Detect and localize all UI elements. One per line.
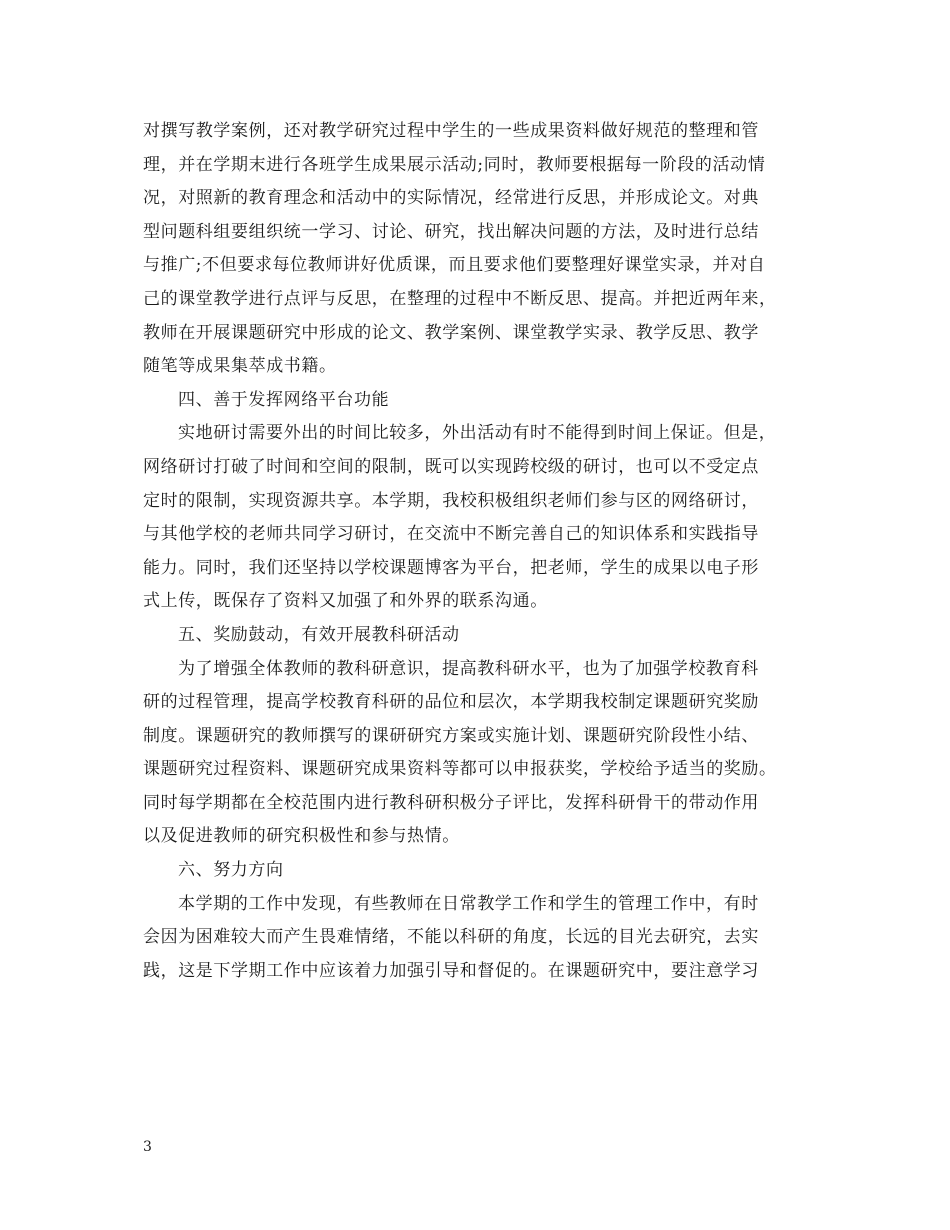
text-line: 以及促进教师的研究积极性和参与热情。 bbox=[143, 826, 460, 847]
document-body bbox=[143, 115, 808, 988]
text-line: 己的课堂教学进行点评与反思，在整理的过程中不断反思、提高。并把近两年来， bbox=[143, 288, 777, 309]
text-line: 随笔等成果集萃成书籍。 bbox=[143, 356, 337, 377]
text-line: 六、努力方向 bbox=[178, 860, 284, 881]
text-line: 为了增强全体教师的教科研意识，提高教科研水平，也为了加强学校教育科 bbox=[178, 658, 759, 679]
text-line: 四、善于发挥网络平台功能 bbox=[178, 389, 390, 410]
text-line: 理，并在学期末进行各班学生成果展示活动;同时，教师要根据每一阶段的活动情 bbox=[143, 154, 766, 175]
text-line: 式上传，既保存了资料又加强了和外界的联系沟通。 bbox=[143, 591, 548, 612]
text-line: 本学期的工作中发现，有些教师在日常教学工作和学生的管理工作中，有时 bbox=[178, 893, 759, 914]
text-line: 网络研讨打破了时间和空间的限制，既可以实现跨校级的研讨，也可以不受定点 bbox=[143, 456, 759, 477]
text-line: 会因为困难较大而产生畏难情绪，不能以科研的角度，长远的目光去研究，去实 bbox=[143, 927, 759, 948]
text-line: 研的过程管理，提高学校教育科研的品位和层次，本学期我校制定课题研究奖励 bbox=[143, 692, 759, 713]
page-number: 3 bbox=[143, 1139, 152, 1155]
text-line: 同时每学期都在全校范围内进行教科研积极分子评比，发挥科研骨干的带动作用 bbox=[143, 792, 759, 813]
text-line: 制度。课题研究的教师撰写的课研研究方案或实施计划、课题研究阶段性小结、 bbox=[143, 725, 759, 746]
text-line: 况，对照新的教育理念和活动中的实际情况，经常进行反思，并形成论文。对典 bbox=[143, 188, 759, 209]
text-line: 能力。同时，我们还坚持以学校课题博客为平台，把老师，学生的成果以电子形 bbox=[143, 557, 759, 578]
text-line: 践，这是下学期工作中应该着力加强引导和督促的。在课题研究中，要注意学习 bbox=[143, 960, 759, 981]
text-line: 对撰写教学案例，还对教学研究过程中学生的一些成果资料做好规范的整理和管 bbox=[143, 121, 759, 141]
text-line: 课题研究过程资料、课题研究成果资料等都可以申报获奖，学校给予适当的奖励。 bbox=[143, 759, 777, 780]
text-line: 与推广;不但要求每位教师讲好优质课，而且要求他们要整理好课堂实录，并对自 bbox=[143, 255, 766, 276]
text-line: 型问题科组要组织统一学习、讨论、研究，找出解决问题的方法，及时进行总结 bbox=[143, 221, 759, 242]
text-line: 定时的限制，实现资源共享。本学期，我校积极组织老师们参与区的网络研讨， bbox=[143, 490, 759, 511]
text-line: 与其他学校的老师共同学习研讨，在交流中不断完善自己的知识体系和实践指导 bbox=[143, 524, 759, 545]
text-line: 教师在开展课题研究中形成的论文、教学案例、课堂教学实录、教学反思、教学 bbox=[143, 322, 759, 343]
text-line: 实地研讨需要外出的时间比较多，外出活动有时不能得到时间上保证。但是， bbox=[178, 423, 777, 444]
text-line: 五、奖励鼓动，有效开展教科研活动 bbox=[178, 624, 460, 645]
